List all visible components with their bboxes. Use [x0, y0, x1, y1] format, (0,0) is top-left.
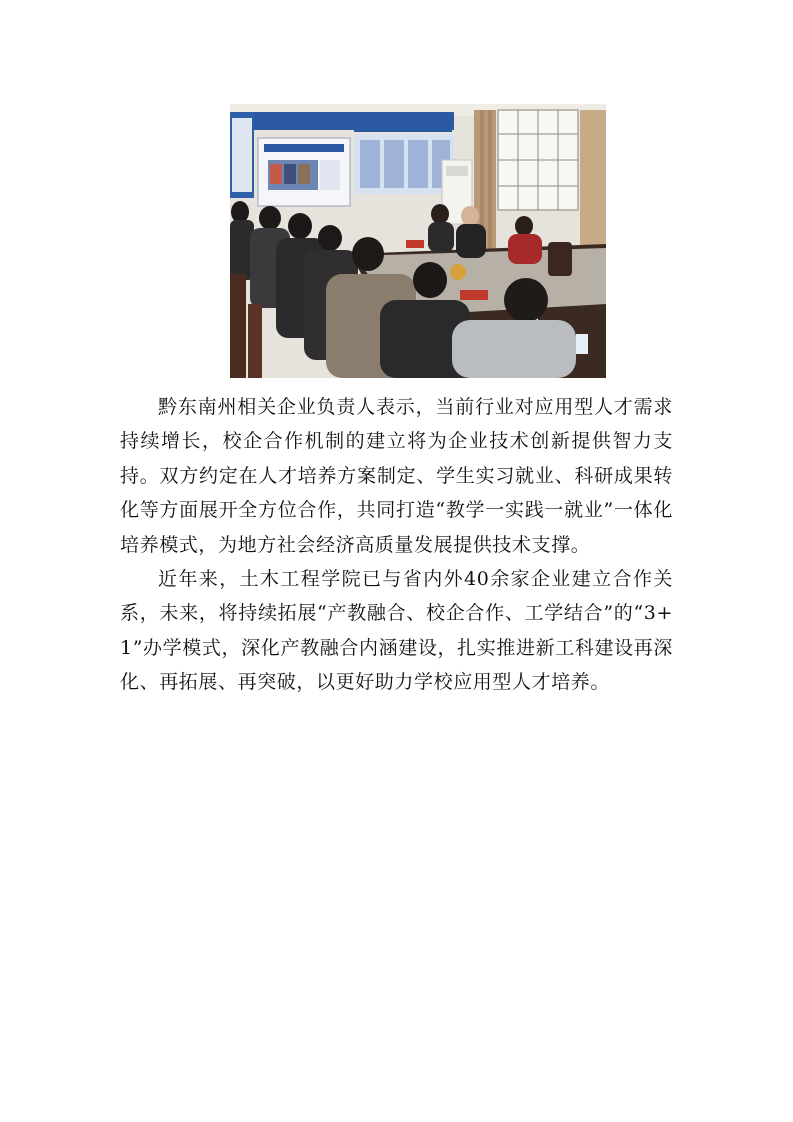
- meeting-photo-illustration: [230, 104, 606, 378]
- meeting-photo: [230, 104, 606, 378]
- paragraph-recent-years: 近年来，土木工程学院已与省内外40余家企业建立合作关系，未来，将持续拓展“产教融合、校企合作、工学结合”的“3+1”办学模式，深化产教融合内涵建设，扎实推进新工科建设再深化、再拓展、再突破，以更好助力学校应用型人才培养。: [120, 568, 673, 694]
- article-body: [120, 390, 673, 700]
- paragraph-enterprise-cooperation: 黔东南州相关企业负责人表示，当前行业对应用型人才需求持续增长，校企合作机制的建立将为企业技术创新提供智力支持。双方约定在人才培养方案制定、学生实习就业、科研成果转化等方面展开全方位合作，共同打造“教学一实践一就业”一体化培养模式，为地方社会经济高质量发展提供技术支撑。: [120, 396, 673, 556]
